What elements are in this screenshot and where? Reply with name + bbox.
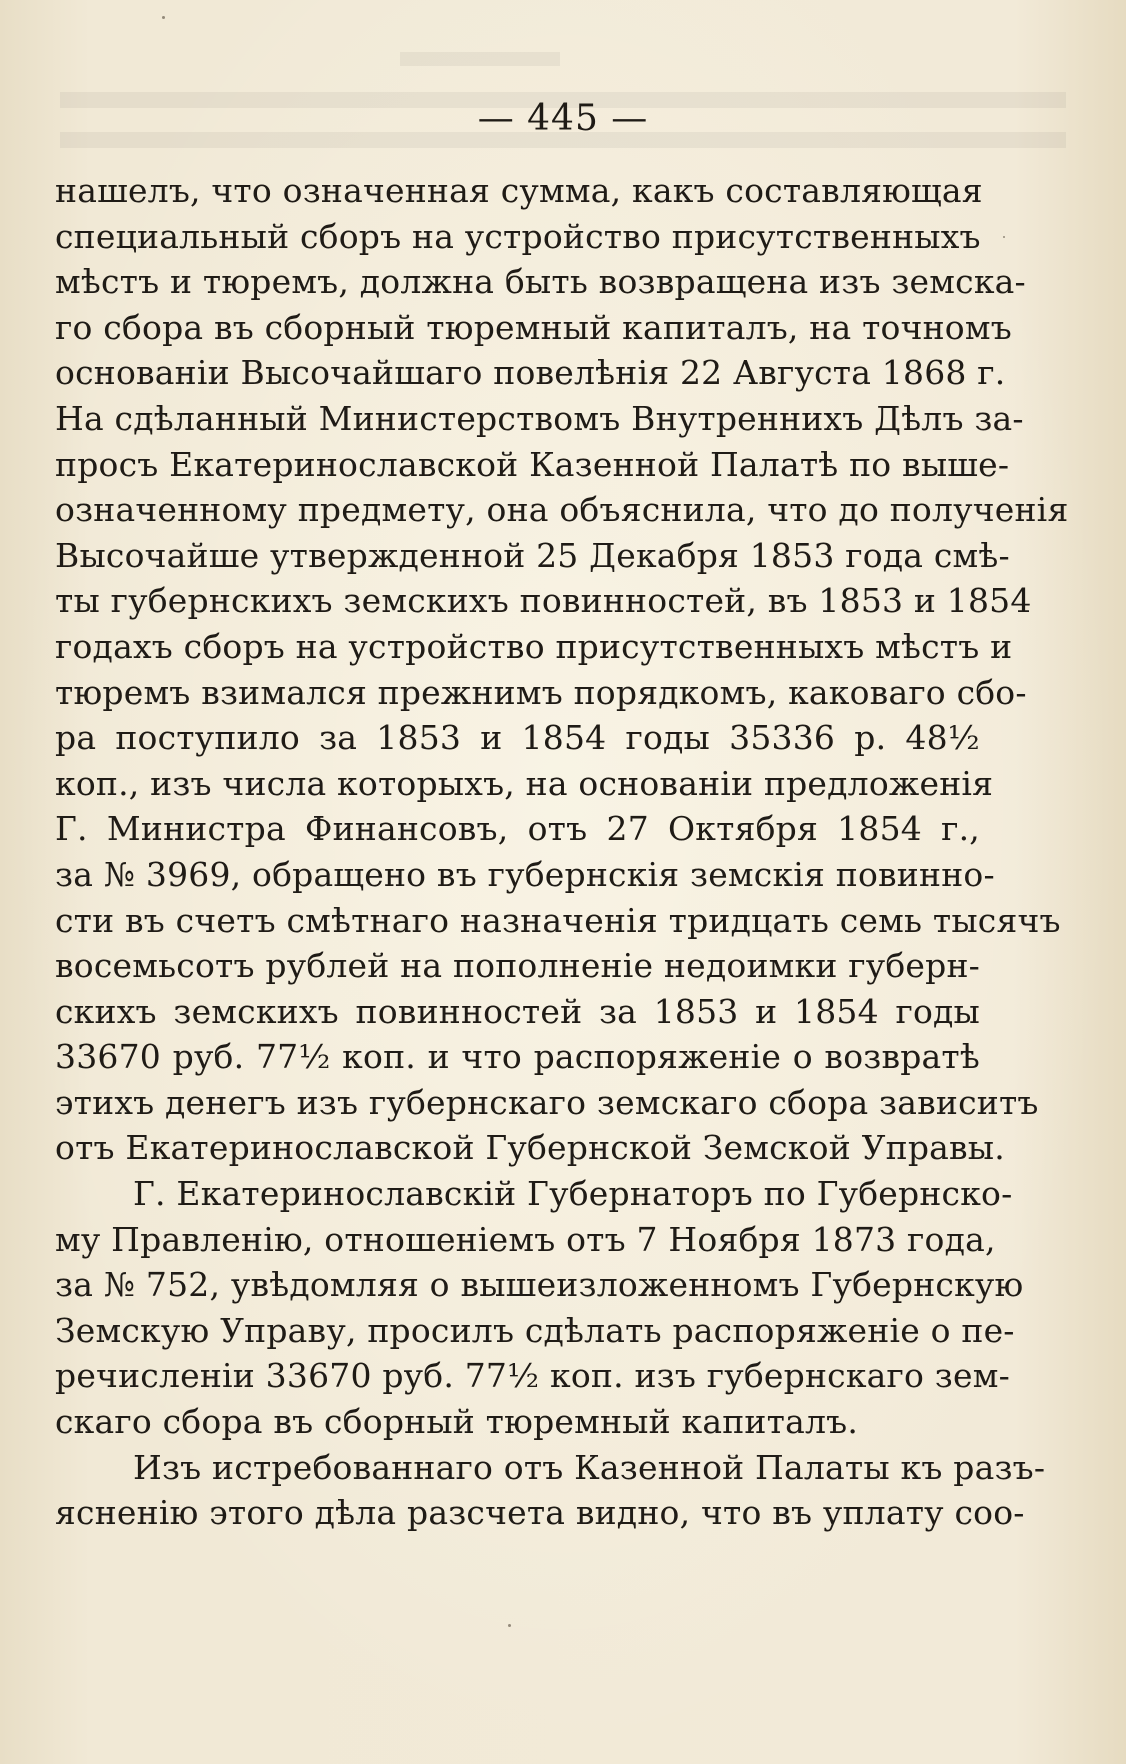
text-line: На сдѣланный Министерствомъ Внутреннихъ Дѣлъ за- bbox=[55, 398, 1024, 438]
text-line: Земскую Управу, просилъ сдѣлать распоряженіе о пе- bbox=[55, 1310, 1015, 1350]
body-text bbox=[55, 168, 1069, 1536]
text-line: Г. Министра Финансовъ, отъ 27 Октября 1854 г., bbox=[55, 809, 980, 849]
text-line: го сбора въ сборный тюремный капиталъ, на точномъ bbox=[55, 307, 1012, 347]
text-line: ясненію этого дѣла разсчета видно, что въ уплату соо- bbox=[55, 1493, 1025, 1533]
text-line: Высочайше утвержденной 25 Декабря 1853 года смѣ- bbox=[55, 535, 1010, 575]
text-line: речисленіи 33670 руб. 77½ коп. изъ губернскаго зем- bbox=[55, 1356, 1010, 1396]
text-line: сти въ счетъ смѣтнаго назначенія тридцать семь тысячъ bbox=[55, 900, 1061, 940]
print-speck bbox=[162, 16, 165, 19]
text-line: тюремъ взимался прежнимъ порядкомъ, каковаго сбо- bbox=[55, 672, 1027, 712]
text-line: восемьсотъ рублей на пополненіе недоимки губерн- bbox=[55, 946, 980, 986]
text-line: отъ Екатеринославской Губернской Земской Управы. bbox=[55, 1128, 1005, 1168]
text-line: основаніи Высочайшаго повелѣнія 22 Августа 1868 г. bbox=[55, 353, 1006, 393]
print-speck bbox=[508, 1624, 511, 1627]
text-line: за № 3969, обращено въ губернскія земскія повинно- bbox=[55, 854, 995, 894]
text-line: этихъ денегъ изъ губернскаго земскаго сбора зависитъ bbox=[55, 1082, 1039, 1122]
text-line: Изъ истребованнаго отъ Казенной Палаты къ разъ- bbox=[133, 1447, 1046, 1487]
text-line: специальный сборъ на устройство присутственныхъ bbox=[55, 216, 981, 256]
text-line: скихъ земскихъ повинностей за 1853 и 1854 годы bbox=[55, 991, 980, 1031]
text-line: му Правленію, отношеніемъ отъ 7 Ноября 1873 года, bbox=[55, 1219, 996, 1259]
text-line: годахъ сборъ на устройство присутственныхъ мѣстъ и bbox=[55, 626, 1013, 666]
text-line: ты губернскихъ земскихъ повинностей, въ 1853 и 1854 bbox=[55, 581, 1032, 621]
text-line: за № 752, увѣдомляя о вышеизложенномъ Губернскую bbox=[55, 1265, 1024, 1305]
text-line: скаго сбора въ сборный тюремный капиталъ. bbox=[55, 1402, 859, 1442]
text-line: Г. Екатеринославскій Губернаторъ по Губернско- bbox=[133, 1174, 1013, 1214]
text-line: 33670 руб. 77½ коп. и что распоряженіе о возвратѣ bbox=[55, 1037, 980, 1077]
page-number: — 445 — bbox=[477, 98, 649, 139]
text-line: нашелъ, что означенная сумма, какъ составляющая bbox=[55, 171, 983, 210]
text-line: просъ Екатеринославской Казенной Палатѣ по выше- bbox=[55, 444, 1010, 484]
text-line: ра поступило за 1853 и 1854 годы 35336 р. 48½ bbox=[55, 718, 980, 758]
text-line: коп., изъ числа которыхъ, на основаніи предложенія bbox=[55, 763, 994, 803]
print-speck bbox=[1003, 236, 1005, 238]
text-line: означенному предмету, она объяснила, что до полученія bbox=[55, 490, 1069, 530]
text-line: мѣстъ и тюремъ, должна быть возвращена изъ земска- bbox=[55, 262, 1026, 302]
text-lines bbox=[55, 168, 1069, 1536]
